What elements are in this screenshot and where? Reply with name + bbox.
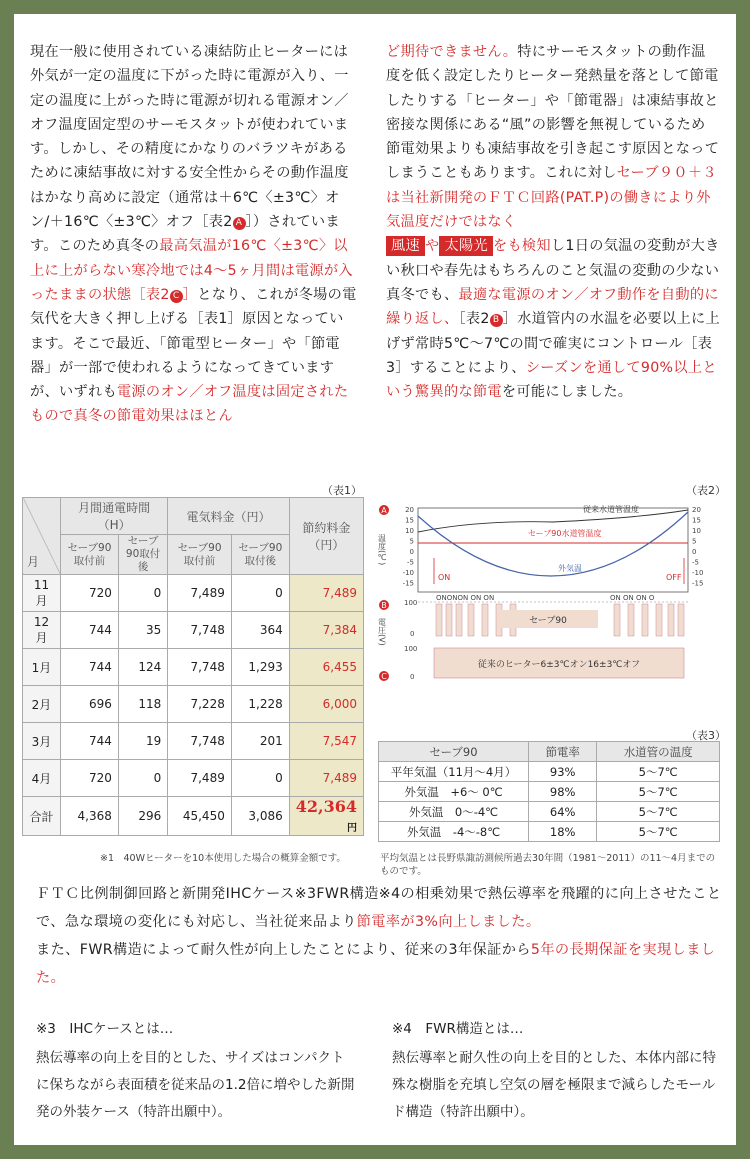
table-cell: 5～7℃ — [597, 822, 720, 842]
header-month: 月 — [27, 555, 40, 569]
table-cell: 7,489 — [168, 575, 232, 612]
table-cell: 6,000 — [289, 686, 363, 723]
conventional-label: 従来のヒーター6±3℃オン16±3℃オフ — [477, 660, 641, 670]
header-before: セーブ90取付前 — [168, 535, 232, 575]
table-cell: 364 — [231, 612, 289, 649]
marker-a: A — [233, 217, 246, 230]
v0-b: 0 — [410, 630, 415, 638]
text: となり、これが冬場の電気代を大きく押し上げる［表1］原因となっています。そこで最近、「節電型ヒーター」や「節電器」が一部で使われるようになってきていますが、いずれも — [30, 286, 357, 401]
pulse-bar — [614, 604, 620, 636]
table-cell: 3,086 — [231, 797, 289, 836]
table-cell: 5～7℃ — [597, 762, 720, 782]
save90-label: セーブ90 — [529, 616, 567, 626]
tick-label: 20 — [692, 506, 701, 514]
pulse-bar — [446, 604, 452, 636]
marker-b: B — [490, 314, 503, 327]
tick-label: 15 — [692, 516, 701, 525]
table-cell: 外気温 -4～-8℃ — [379, 822, 529, 842]
text: し1日の気温の変動が大きい秋口や春先はもちろんのこと気温の変動の少ない真冬でも、 — [386, 238, 720, 303]
tick-label: 0 — [409, 548, 414, 556]
table-cell: 1月 — [23, 649, 61, 686]
table-cell: 平年気温（11月～4月） — [379, 762, 529, 782]
footnote-ihc — [36, 1016, 356, 1126]
highlight-text: ］ — [182, 286, 198, 303]
marker-a-label: A — [381, 506, 387, 515]
tick-label: -5 — [692, 558, 699, 567]
header-before: セーブ90取付前 — [61, 535, 119, 575]
table-cell: 45,450 — [168, 797, 232, 836]
table2-caption: （表2） — [686, 484, 726, 497]
header-after: セーブ90取付後 — [231, 535, 289, 575]
highlight-text: ど期待できません。 — [386, 44, 518, 60]
table-cell: 0 — [231, 575, 289, 612]
table-cell: 7,748 — [168, 612, 232, 649]
tick-label: 10 — [405, 527, 414, 535]
header: 水道管の温度 — [597, 742, 720, 762]
v100-c: 100 — [404, 645, 418, 653]
yen-unit: 円 — [347, 823, 357, 834]
table-cell: 98% — [529, 782, 597, 802]
pulse-on-labels2: ON ON ON O — [610, 594, 655, 602]
table-cell: 合計 — [23, 797, 61, 836]
pulse-bar — [668, 604, 674, 636]
table-cell: 外気温 +6～ 0℃ — [379, 782, 529, 802]
table3 — [378, 741, 720, 842]
highlight-text: シーズンを通して90%以上という驚異的な節電 — [386, 359, 717, 401]
pulse-bar — [468, 604, 474, 636]
label-off: OFF — [666, 573, 682, 582]
text: また、FWR構造によって耐久性が向上したことにより、従来の3年保証から — [36, 942, 531, 958]
table-row — [379, 822, 720, 842]
v0-c: 0 — [410, 673, 415, 681]
legend-air: 外気温 — [558, 564, 582, 573]
pulse-bar — [436, 604, 442, 636]
tick-label: 10 — [692, 527, 701, 535]
table-cell: 744 — [61, 612, 119, 649]
tick-label: -15 — [692, 579, 704, 588]
highlight-text: セーブ９０＋３は当社新開発のＦＴＣ回路(PAT.P)の働きにより外気温度だけではなく — [386, 165, 717, 231]
table-row — [23, 723, 364, 760]
table-cell: 0 — [118, 575, 167, 612]
tick-label: -5 — [407, 558, 414, 567]
text: ］）されています。このため真冬の — [30, 214, 340, 255]
highlight-text: や — [424, 238, 440, 255]
table-cell: 1,228 — [231, 686, 289, 723]
axis-label-temp: 温度(℃) — [378, 534, 387, 566]
pulse-bar — [482, 604, 488, 636]
tick-labels-left — [403, 506, 414, 588]
table2-chart — [378, 498, 720, 696]
footnote-title: ※3 IHCケースとは… — [36, 1021, 174, 1037]
header: セーブ90 — [379, 742, 529, 762]
table-cell: 0 — [231, 760, 289, 797]
table-cell: 7,748 — [168, 649, 232, 686]
table-cell: 19 — [118, 723, 167, 760]
table-cell: 64% — [529, 802, 597, 822]
table-cell: 7,748 — [168, 723, 232, 760]
text: 特にサーモスタットの動作温度を低く設定したりヒーター発熱量を落として節電したりする「ヒーター」や「節電器」は凍結事故と密接な関係にある“風”の影響を無視しているため節電効果よりも凍結事故を引き起こす原因となってしまうこともあります。これに対し — [386, 44, 720, 182]
table-cell: 4月 — [23, 760, 61, 797]
label-on: ON — [438, 573, 451, 582]
table-row — [23, 686, 364, 723]
highlight-text: 最高気温が16℃〈±3℃〉以上に上がらない寒冷地では4～5ヶ月間は電源が入ったままの状態［表2 — [30, 238, 353, 303]
pulse-bar — [656, 604, 662, 636]
tick-label: 0 — [692, 548, 697, 556]
highlight-text: 最適な電源のオン／オフ動作を自動的に繰り返し、 — [386, 286, 719, 328]
tick-labels-right — [692, 506, 703, 588]
summary-paragraph — [36, 880, 726, 992]
header-hours: 月間通電時間（H） — [61, 498, 168, 535]
highlight-text: 電源のオン／オフ温度は固定されたもので真冬の節電効果はほとん — [30, 384, 349, 425]
table1 — [22, 497, 364, 836]
pulse-bar — [678, 604, 684, 636]
table-cell: 0 — [118, 760, 167, 797]
header-saving: 節約料金（円） — [289, 498, 363, 575]
table-total-row — [23, 797, 364, 836]
text: を可能にしました。 — [501, 384, 633, 401]
footnote-body: 熱伝導率と耐久性の向上を目的とした、本体内部に特殊な樹脂を充填し空気の層を極限まで減らしたモールド構造（特許出願中）。 — [392, 1050, 716, 1120]
highlight-text: 5年の長期保証を実現しました。 — [36, 942, 716, 986]
table-row — [379, 802, 720, 822]
footnote-body: 熱伝導率の向上を目的とした、サイズはコンパクトに保ちながら表面積を従来品の1.2倍に増やした新開発の外装ケース（特許出願中）。 — [36, 1050, 355, 1120]
table-cell: 5～7℃ — [597, 782, 720, 802]
tick-label: 5 — [409, 537, 414, 546]
table1-caption: （表1） — [322, 484, 362, 497]
tick-label: -10 — [692, 569, 704, 577]
table-cell: 18% — [529, 822, 597, 842]
table-row — [23, 649, 364, 686]
table-row — [23, 575, 364, 612]
tick-label: -15 — [402, 579, 414, 588]
pulse-bar — [642, 604, 648, 636]
pulse-on-labels: ONONON ON ON — [436, 594, 495, 602]
table-row — [23, 760, 364, 797]
table-cell: 696 — [61, 686, 119, 723]
axis-label-volt: 電圧(V) — [378, 618, 387, 646]
tag-wind: 風速 — [386, 236, 425, 256]
table-cell: 720 — [61, 575, 119, 612]
table-cell: 6,455 — [289, 649, 363, 686]
tick-label: 20 — [405, 506, 414, 514]
table-row — [23, 612, 364, 649]
table-cell: 35 — [118, 612, 167, 649]
highlight-text: 節電率が3%向上しました。 — [356, 914, 541, 930]
marker-c-label: C — [381, 672, 387, 681]
table-cell: 7,384 — [289, 612, 363, 649]
table-cell: 1,293 — [231, 649, 289, 686]
table-cell: 296 — [118, 797, 167, 836]
table-cell: 124 — [118, 649, 167, 686]
table-cell: 42,364円 — [289, 797, 363, 836]
highlight-text: をも検知 — [492, 238, 551, 255]
table-cell: 720 — [61, 760, 119, 797]
table-cell: 外気温 0～-4℃ — [379, 802, 529, 822]
header-after: セーブ90取付後 — [118, 535, 167, 575]
table-cell: 7,547 — [289, 723, 363, 760]
footnote-fwr — [392, 1016, 718, 1126]
pulse-bar — [456, 604, 462, 636]
v100-b: 100 — [404, 599, 418, 607]
text-column-right — [386, 40, 720, 404]
table-cell: 744 — [61, 723, 119, 760]
table-cell: 7,489 — [289, 575, 363, 612]
legend-old: 従来水道管温度 — [583, 505, 639, 514]
table-row — [379, 762, 720, 782]
table-cell: 744 — [61, 649, 119, 686]
table3-note: 平均気温とは長野県諏訪測候所過去30年間（1981～2011）の11～4月までのものです。 — [380, 853, 716, 877]
table-cell: 7,228 — [168, 686, 232, 723]
table-cell: 12月 — [23, 612, 61, 649]
text: ［表2 — [458, 311, 490, 328]
table-cell: 201 — [231, 723, 289, 760]
table-cell: 7,489 — [289, 760, 363, 797]
marker-c: C — [170, 290, 183, 303]
marker-b-label: B — [381, 601, 387, 610]
table-cell: 7,489 — [168, 760, 232, 797]
table-cell: 4,368 — [61, 797, 119, 836]
plot-a-frame — [418, 508, 688, 592]
tick-label: -10 — [402, 569, 414, 577]
text: 現在一般に使用されている凍結防止ヒーターには外気が一定の温度に下がった時に電源が入り、一定の温度に上がった時に電源が切れる電源オン／オフ温度固定型のサーモスタットが使われています。しかし、その精度にかなりのバラツキがあるために凍結事故に対する安全性からその動作温度はかなり高めに設定（通常は＋6℃〈±3℃〉オン/＋16℃〈±3℃〉オフ［表2 — [30, 44, 349, 231]
text: ］水道管内の水温を必要以上に上げず常時5℃～7℃の間で確実にコントロール［表3］することにより、 — [386, 311, 720, 376]
table-row — [379, 782, 720, 802]
header: 節電率 — [529, 742, 597, 762]
pulse-bar — [628, 604, 634, 636]
table-cell: 93% — [529, 762, 597, 782]
footnote-title: ※4 FWR構造とは… — [392, 1021, 524, 1037]
legend-save: セーブ90水道管温度 — [528, 529, 602, 538]
table3-caption: （表3） — [686, 729, 726, 742]
table-cell: 5～7℃ — [597, 802, 720, 822]
text-column-left — [30, 40, 358, 429]
table-cell: 11月 — [23, 575, 61, 612]
table-cell: 3月 — [23, 723, 61, 760]
header-cost: 電気料金（円） — [168, 498, 290, 535]
table-cell: 118 — [118, 686, 167, 723]
tag-sunlight: 太陽光 — [439, 236, 492, 256]
tick-label: 15 — [405, 516, 414, 525]
table-cell: 2月 — [23, 686, 61, 723]
tick-label: 5 — [692, 537, 697, 546]
table1-note: ※1 40Wヒーターを10本使用した場合の概算金額です。 — [100, 853, 346, 864]
text: ＦＴＣ比例制御回路と新開発IHCケース※3FWR構造※4の相乗効果で熱伝導率を飛躍的に向上させたことで、急な環境の変化にも対応し、当社従来品より — [36, 886, 722, 930]
